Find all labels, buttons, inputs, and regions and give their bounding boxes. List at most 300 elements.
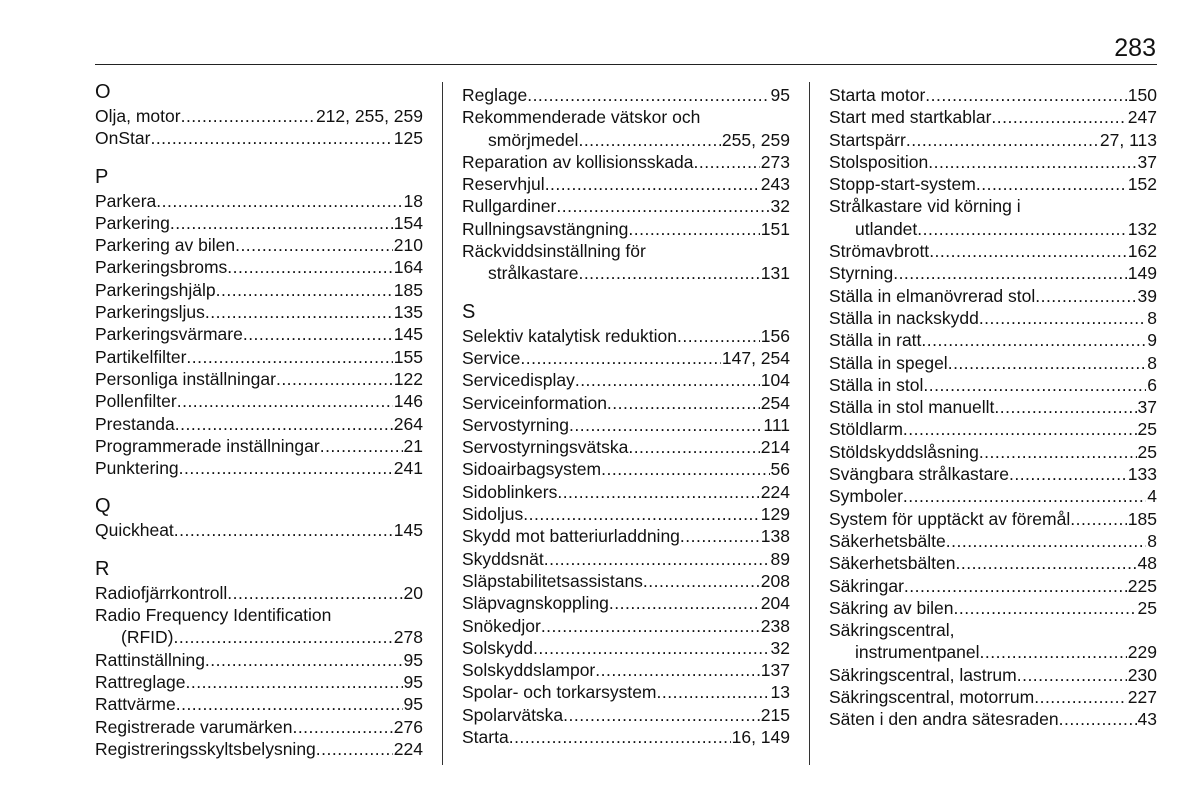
- entry-line: [462, 681, 790, 703]
- dot-leader: [921, 329, 1146, 351]
- entry-title: Solskydd: [462, 637, 534, 658]
- entry-page-numbers: 4: [1147, 486, 1157, 507]
- entry-page-numbers: 95: [403, 694, 423, 715]
- index-entry: [829, 329, 1157, 351]
- entry-title: OnStar: [95, 128, 151, 149]
- entry-page-numbers: 276: [393, 716, 423, 737]
- entry-line: [829, 597, 1157, 619]
- entry-line: [95, 435, 423, 457]
- dot-leader: [979, 307, 1146, 329]
- dot-leader: [569, 414, 762, 436]
- index-entry: [95, 301, 423, 323]
- entry-line: [829, 262, 1157, 284]
- entry-title: Stopp-start-system: [829, 174, 976, 195]
- entry-title: Strålkastare vid körning i: [829, 196, 1021, 217]
- entry-page-numbers: 254: [760, 392, 790, 413]
- index-entry: [462, 681, 790, 703]
- entry-line: [95, 212, 423, 234]
- index-entry: [829, 374, 1157, 396]
- entry-title-continued: utlandet: [855, 218, 918, 239]
- entry-line: [829, 129, 1157, 151]
- entry-page-numbers: 104: [760, 370, 790, 391]
- index-entry: [462, 218, 790, 240]
- index-entry: [95, 190, 423, 212]
- entry-title: Olja, motor: [95, 106, 181, 126]
- section-letter: Q: [95, 495, 111, 518]
- dot-leader: [545, 173, 760, 195]
- index-entry: [95, 279, 423, 301]
- index-entry: [829, 530, 1157, 552]
- entry-line: [462, 129, 790, 151]
- entry-page-numbers: 95: [403, 671, 423, 692]
- entry-line: [829, 329, 1157, 351]
- entry-line: [95, 105, 423, 127]
- dot-leader: [929, 240, 1127, 262]
- entry-title-continued: (RFID): [121, 627, 174, 648]
- entry-title: Strömavbrott: [829, 241, 930, 262]
- entry-line: [95, 346, 423, 368]
- index-entry: [829, 352, 1157, 374]
- dot-leader: [185, 671, 402, 693]
- index-entry: [829, 441, 1157, 463]
- entry-title: Sidoljus: [462, 504, 524, 525]
- index-entry: [829, 307, 1157, 329]
- dot-leader: [556, 195, 769, 217]
- entry-line: [829, 396, 1157, 418]
- entry-page-numbers: 255, 259: [721, 129, 790, 150]
- entry-title: Solskyddslampor: [462, 660, 596, 681]
- index-entry: [462, 637, 790, 659]
- column-divider: [809, 82, 810, 765]
- entry-title: Sidoblinkers: [462, 481, 558, 502]
- entry-title: Servostyrningsvätska: [462, 437, 629, 458]
- entry-line: [95, 626, 423, 648]
- index-section: [462, 300, 790, 749]
- dot-leader: [1034, 686, 1127, 708]
- entry-page-numbers: 208: [760, 570, 790, 591]
- entry-line: [829, 641, 1157, 663]
- entry-line: [829, 173, 1157, 195]
- entry-page-numbers: 6: [1147, 374, 1157, 395]
- dot-leader: [1035, 285, 1136, 307]
- entry-title: Stolsposition: [829, 151, 929, 172]
- entry-title: Rekommenderade vätskor och: [462, 107, 701, 128]
- entry-page-numbers: 238: [760, 615, 790, 636]
- entry-line: [462, 659, 790, 681]
- entry-page-numbers: 149: [1127, 263, 1157, 284]
- index-entry: [95, 738, 423, 760]
- entry-title: Startspärr: [829, 129, 906, 150]
- entry-page-numbers: 224: [760, 481, 790, 502]
- index-entry: [95, 649, 423, 671]
- index-entry: [462, 458, 790, 480]
- dot-leader: [186, 346, 392, 368]
- entry-line: [462, 151, 790, 173]
- entry-page-numbers: 145: [393, 324, 423, 345]
- index-entry: [95, 457, 423, 479]
- dot-leader: [150, 127, 392, 149]
- index-entry: [95, 716, 423, 738]
- dot-leader: [1017, 664, 1127, 686]
- index-entry: [829, 396, 1157, 418]
- entry-line: [462, 503, 790, 525]
- dot-leader: [227, 256, 393, 278]
- dot-leader: [980, 641, 1127, 663]
- dot-leader: [175, 413, 393, 435]
- entry-page-numbers: 156: [760, 325, 790, 346]
- entry-line: [462, 615, 790, 637]
- entry-line: [462, 262, 790, 284]
- entry-page-numbers: 122: [393, 368, 423, 389]
- entry-line: [95, 413, 423, 435]
- entry-title: Parkeringsljus: [95, 302, 205, 323]
- entry-line: [462, 525, 790, 547]
- entry-line: [95, 582, 423, 604]
- dot-leader: [923, 374, 1146, 396]
- entry-page-numbers: 212, 255, 259: [315, 106, 423, 126]
- index-section: [95, 80, 423, 150]
- entry-title: Ställa in ratt: [829, 330, 922, 351]
- index-entry: [95, 435, 423, 457]
- entry-title: Stöldlarm: [829, 419, 903, 440]
- entry-line: [95, 519, 423, 541]
- entry-page-numbers: 151: [760, 218, 790, 239]
- section-letter: P: [95, 165, 109, 188]
- index-column-1: [95, 80, 423, 760]
- index-section: [462, 84, 790, 285]
- index-entry: [462, 195, 790, 217]
- index-entry: [462, 369, 790, 391]
- entry-page-numbers: 243: [760, 174, 790, 195]
- entry-page-numbers: 145: [393, 520, 423, 541]
- entry-line: [829, 307, 1157, 329]
- dot-leader: [954, 597, 1137, 619]
- dot-leader: [694, 151, 760, 173]
- index-entry: [829, 575, 1157, 597]
- entry-title: Starta motor: [829, 85, 926, 105]
- index-entry: [829, 151, 1157, 173]
- entry-title: Reparation av kollisionsskada: [462, 151, 694, 172]
- entry-title: Parkeringsbroms: [95, 257, 228, 278]
- index-entry: [829, 463, 1157, 485]
- entry-title: Säkerhetsbälte: [829, 530, 946, 551]
- section-letter: O: [95, 81, 111, 103]
- entry-line: [95, 256, 423, 278]
- dot-leader: [320, 435, 403, 457]
- dot-leader: [903, 485, 1146, 507]
- entry-title: Radiofjärrkontroll: [95, 582, 228, 603]
- index-entry: [462, 325, 790, 347]
- entry-page-numbers: 39: [1137, 285, 1157, 306]
- entry-line: [829, 285, 1157, 307]
- entry-title: Starta: [462, 727, 509, 748]
- entry-title: Registreringsskyltsbelysning: [95, 738, 316, 759]
- entry-page-numbers: 152: [1127, 174, 1157, 195]
- index-section: [829, 84, 1157, 731]
- index-entry: [95, 604, 423, 649]
- entry-title: Skydd mot batteriurladdning: [462, 526, 680, 547]
- entry-line: [462, 481, 790, 503]
- index-entry: [829, 508, 1157, 530]
- index-entry: [829, 106, 1157, 128]
- dot-leader: [946, 530, 1147, 552]
- dot-leader: [595, 659, 760, 681]
- entry-page-numbers: 146: [393, 391, 423, 412]
- entry-title: Symboler: [829, 486, 903, 507]
- dot-leader: [893, 262, 1127, 284]
- entry-line: [829, 552, 1157, 574]
- entry-title: Registrerade varumärken: [95, 716, 293, 737]
- entry-line: [462, 195, 790, 217]
- entry-page-numbers: 230: [1127, 664, 1157, 685]
- entry-page-numbers: 164: [393, 257, 423, 278]
- dot-leader: [601, 458, 769, 480]
- entry-line: [829, 418, 1157, 440]
- dot-leader: [1009, 463, 1127, 485]
- entry-line: [462, 369, 790, 391]
- entry-title: Parkering: [95, 212, 170, 233]
- entry-page-numbers: 43: [1137, 709, 1157, 730]
- entry-line: [829, 151, 1157, 173]
- entry-title: Spolarvätska: [462, 704, 564, 725]
- entry-line: [95, 323, 423, 345]
- entry-line: [829, 84, 1157, 106]
- entry-line: [462, 726, 790, 748]
- dot-leader: [677, 325, 760, 347]
- entry-title: Släpstabilitetsassistans: [462, 570, 643, 591]
- index-entry: [462, 392, 790, 414]
- entry-page-numbers: 18: [403, 190, 423, 211]
- entry-page-numbers: 229: [1127, 642, 1157, 663]
- dot-leader: [176, 693, 403, 715]
- entry-line: [829, 374, 1157, 396]
- dot-leader: [1070, 508, 1127, 530]
- entry-title: Säten i den andra sätesraden: [829, 709, 1059, 730]
- dot-leader: [156, 190, 402, 212]
- dot-leader: [174, 519, 393, 541]
- entry-title: Räckviddsinställning för: [462, 241, 646, 262]
- dot-leader: [925, 84, 1127, 106]
- entry-title: Svängbara strålkastare: [829, 464, 1009, 485]
- entry-title: Säkringar: [829, 575, 904, 596]
- dot-leader: [680, 525, 760, 547]
- dot-leader: [1059, 708, 1137, 730]
- index-section: [95, 494, 423, 541]
- index-entry: [829, 84, 1157, 106]
- entry-page-numbers: 278: [393, 627, 423, 648]
- entry-title: Programmerade inställningar: [95, 435, 320, 456]
- entry-title: Pollenfilter: [95, 391, 177, 412]
- dot-leader: [527, 84, 769, 106]
- dot-leader: [979, 441, 1137, 463]
- index-entry: [829, 262, 1157, 284]
- entry-title: Säkringscentral, lastrum: [829, 664, 1017, 685]
- entry-page-numbers: 32: [770, 637, 790, 658]
- dot-leader: [609, 592, 760, 614]
- entry-page-numbers: 154: [393, 212, 423, 233]
- entry-title: Skyddsnät: [462, 548, 544, 569]
- entry-title: Spolar- och torkarsystem: [462, 682, 657, 703]
- dot-leader: [541, 615, 760, 637]
- section-letter: S: [462, 300, 476, 323]
- index-entry: [462, 436, 790, 458]
- entry-line: [95, 301, 423, 323]
- entry-page-numbers: 37: [1137, 397, 1157, 418]
- index-entry: [829, 552, 1157, 574]
- entry-title: Sidoairbagsystem: [462, 459, 602, 480]
- dot-leader: [173, 626, 392, 648]
- dot-leader: [523, 503, 760, 525]
- index-entry: [95, 693, 423, 715]
- dot-leader: [903, 418, 1137, 440]
- entry-title: Partikelfilter: [95, 346, 187, 367]
- index-entry: [462, 240, 790, 285]
- entry-page-numbers: 185: [393, 279, 423, 300]
- entry-line: [462, 548, 790, 570]
- entry-title: Rullgardiner: [462, 196, 557, 217]
- entry-line: [95, 127, 423, 149]
- index-entry: [829, 240, 1157, 262]
- dot-leader: [544, 548, 770, 570]
- entry-line: [462, 570, 790, 592]
- entry-page-numbers: 56: [770, 459, 790, 480]
- entry-title-continued: instrumentpanel: [855, 642, 980, 663]
- index-entry: [462, 525, 790, 547]
- index-entry: [95, 212, 423, 234]
- entry-line: [462, 414, 790, 436]
- section-letter: R: [95, 557, 110, 580]
- entry-line: [829, 352, 1157, 374]
- entry-line: [829, 441, 1157, 463]
- index-entry: [95, 105, 423, 127]
- index-section: [95, 165, 423, 480]
- entry-page-numbers: 150: [1127, 85, 1157, 105]
- entry-page-numbers: 131: [760, 263, 790, 284]
- entry-page-numbers: 21: [403, 435, 423, 456]
- index-entry: [462, 173, 790, 195]
- entry-page-numbers: 214: [760, 437, 790, 458]
- entry-page-numbers: 224: [393, 738, 423, 759]
- index-entry: [462, 615, 790, 637]
- entry-title: Ställa in spegel: [829, 352, 948, 373]
- entry-line: [829, 463, 1157, 485]
- index-entry: [95, 390, 423, 412]
- entry-page-numbers: 247: [1127, 107, 1157, 128]
- entry-page-numbers: 20: [403, 582, 423, 603]
- entry-line: [829, 530, 1157, 552]
- entry-line: [462, 458, 790, 480]
- entry-page-numbers: 25: [1137, 441, 1157, 462]
- entry-title: Rullningsavstängning: [462, 218, 629, 239]
- dot-leader: [520, 347, 721, 369]
- column-divider: [442, 82, 443, 765]
- entry-title: Rattvärme: [95, 694, 176, 715]
- dot-leader: [316, 738, 393, 760]
- entry-title: Säkringscentral, motorrum: [829, 687, 1035, 708]
- index-entry: [462, 659, 790, 681]
- entry-line: [462, 325, 790, 347]
- index-entry: [829, 285, 1157, 307]
- dot-leader: [177, 390, 393, 412]
- index-entry: [95, 413, 423, 435]
- entry-page-numbers: 25: [1137, 419, 1157, 440]
- entry-title: Parkera: [95, 190, 157, 211]
- entry-title: Släpvagnskoppling: [462, 593, 609, 614]
- entry-line: [829, 240, 1157, 262]
- entry-page-numbers: 162: [1127, 241, 1157, 262]
- entry-line: [95, 693, 423, 715]
- entry-line: [829, 485, 1157, 507]
- entry-title: System för upptäckt av föremål: [829, 508, 1071, 529]
- entry-title: Ställa in stol manuellt: [829, 397, 995, 418]
- entry-page-numbers: 215: [760, 704, 790, 725]
- index-entry: [462, 347, 790, 369]
- index-entry: [462, 726, 790, 748]
- entry-line: [829, 218, 1157, 240]
- entry-page-numbers: 241: [393, 458, 423, 479]
- index-entry: [95, 671, 423, 693]
- entry-page-numbers: 48: [1137, 553, 1157, 574]
- entry-title: Stöldskyddslåsning: [829, 441, 979, 462]
- entry-line: [462, 704, 790, 726]
- entry-line: [462, 392, 790, 414]
- index-entry: [829, 619, 1157, 664]
- entry-page-numbers: 13: [770, 682, 790, 703]
- dot-leader: [205, 649, 403, 671]
- entry-line: [462, 347, 790, 369]
- dot-leader: [575, 369, 760, 391]
- index-entry: [829, 195, 1157, 240]
- entry-title: Radio Frequency Identification: [95, 605, 332, 626]
- entry-line: [829, 664, 1157, 686]
- index-entry: [829, 418, 1157, 440]
- entry-page-numbers: 133: [1127, 464, 1157, 485]
- entry-title: Reglage: [462, 85, 528, 105]
- entry-page-numbers: 95: [770, 85, 790, 105]
- entry-page-numbers: 37: [1137, 151, 1157, 172]
- index-entry: [462, 481, 790, 503]
- entry-line: [462, 592, 790, 614]
- index-entry: [462, 548, 790, 570]
- index-entry: [95, 234, 423, 256]
- entry-title: Personliga inställningar: [95, 368, 276, 389]
- entry-title: Reservhjul: [462, 174, 545, 195]
- entry-line: [829, 508, 1157, 530]
- index-entry: [95, 127, 423, 149]
- entry-line: [95, 716, 423, 738]
- entry-line: [95, 368, 423, 390]
- entry-page-numbers: 225: [1127, 575, 1157, 596]
- dot-leader: [557, 481, 759, 503]
- index-entry: [462, 503, 790, 525]
- entry-line: [462, 436, 790, 458]
- entry-title: Service: [462, 347, 521, 368]
- index-column-2: [462, 80, 790, 748]
- dot-leader: [227, 582, 402, 604]
- entry-page-numbers: 32: [770, 196, 790, 217]
- index-entry: [462, 592, 790, 614]
- entry-title: Parkeringshjälp: [95, 279, 216, 300]
- entry-line: [95, 234, 423, 256]
- entry-line: [95, 649, 423, 671]
- entry-page-numbers: 25: [1137, 597, 1157, 618]
- entry-page-numbers: 89: [770, 548, 790, 569]
- entry-title: Start med startkablar: [829, 107, 992, 128]
- entry-page-numbers: 185: [1127, 508, 1157, 529]
- index-entry: [462, 84, 790, 106]
- index-entry: [829, 708, 1157, 730]
- entry-line: [829, 708, 1157, 730]
